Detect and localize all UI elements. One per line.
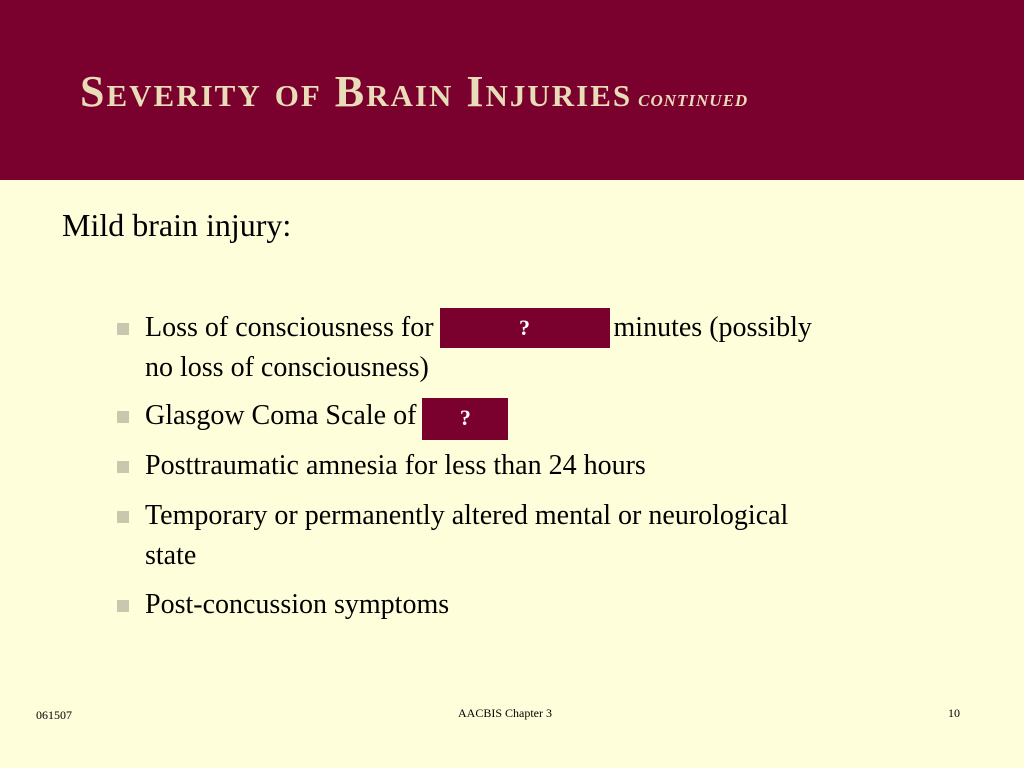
slide-number: 10 (948, 706, 960, 720)
bullet-text: Post-concussion symptoms (145, 589, 450, 620)
answer-blank-box[interactable]: ? (440, 308, 610, 348)
bullet-square-icon (117, 461, 129, 473)
bullet-square-icon (117, 600, 129, 612)
bullet-square-icon (117, 411, 129, 423)
bullet-square-icon (117, 511, 129, 523)
title-banner (0, 0, 1024, 180)
answer-blank-box[interactable]: ? (422, 398, 508, 440)
bullet-item (145, 308, 965, 388)
bullet-text-continued: state (145, 540, 197, 571)
slide-title-text: Severity of Brain Injuries (80, 67, 633, 116)
section-heading: Mild brain injury: (62, 207, 292, 243)
bullet-item (145, 396, 965, 438)
bullet-item (145, 446, 965, 486)
bullet-square-icon (117, 323, 129, 335)
footer-date: 061507 (36, 708, 72, 722)
bullet-text: minutes (possibly (613, 312, 812, 343)
bullet-item (145, 496, 965, 576)
bullet-text: Posttraumatic amnesia for less than 24 hours (145, 450, 646, 481)
bullet-text: Temporary or permanently altered mental or neurological (145, 500, 789, 531)
footer-title: AACBIS Chapter 3 (458, 706, 552, 720)
slide-title (80, 67, 749, 116)
bullet-text-continued: no loss of consciousness) (145, 352, 429, 383)
bullet-item (145, 585, 965, 625)
bullet-text: Glasgow Coma Scale of (145, 400, 417, 431)
slide-title-suffix: continued (638, 86, 749, 112)
bullet-text: Loss of consciousness for (145, 312, 434, 343)
